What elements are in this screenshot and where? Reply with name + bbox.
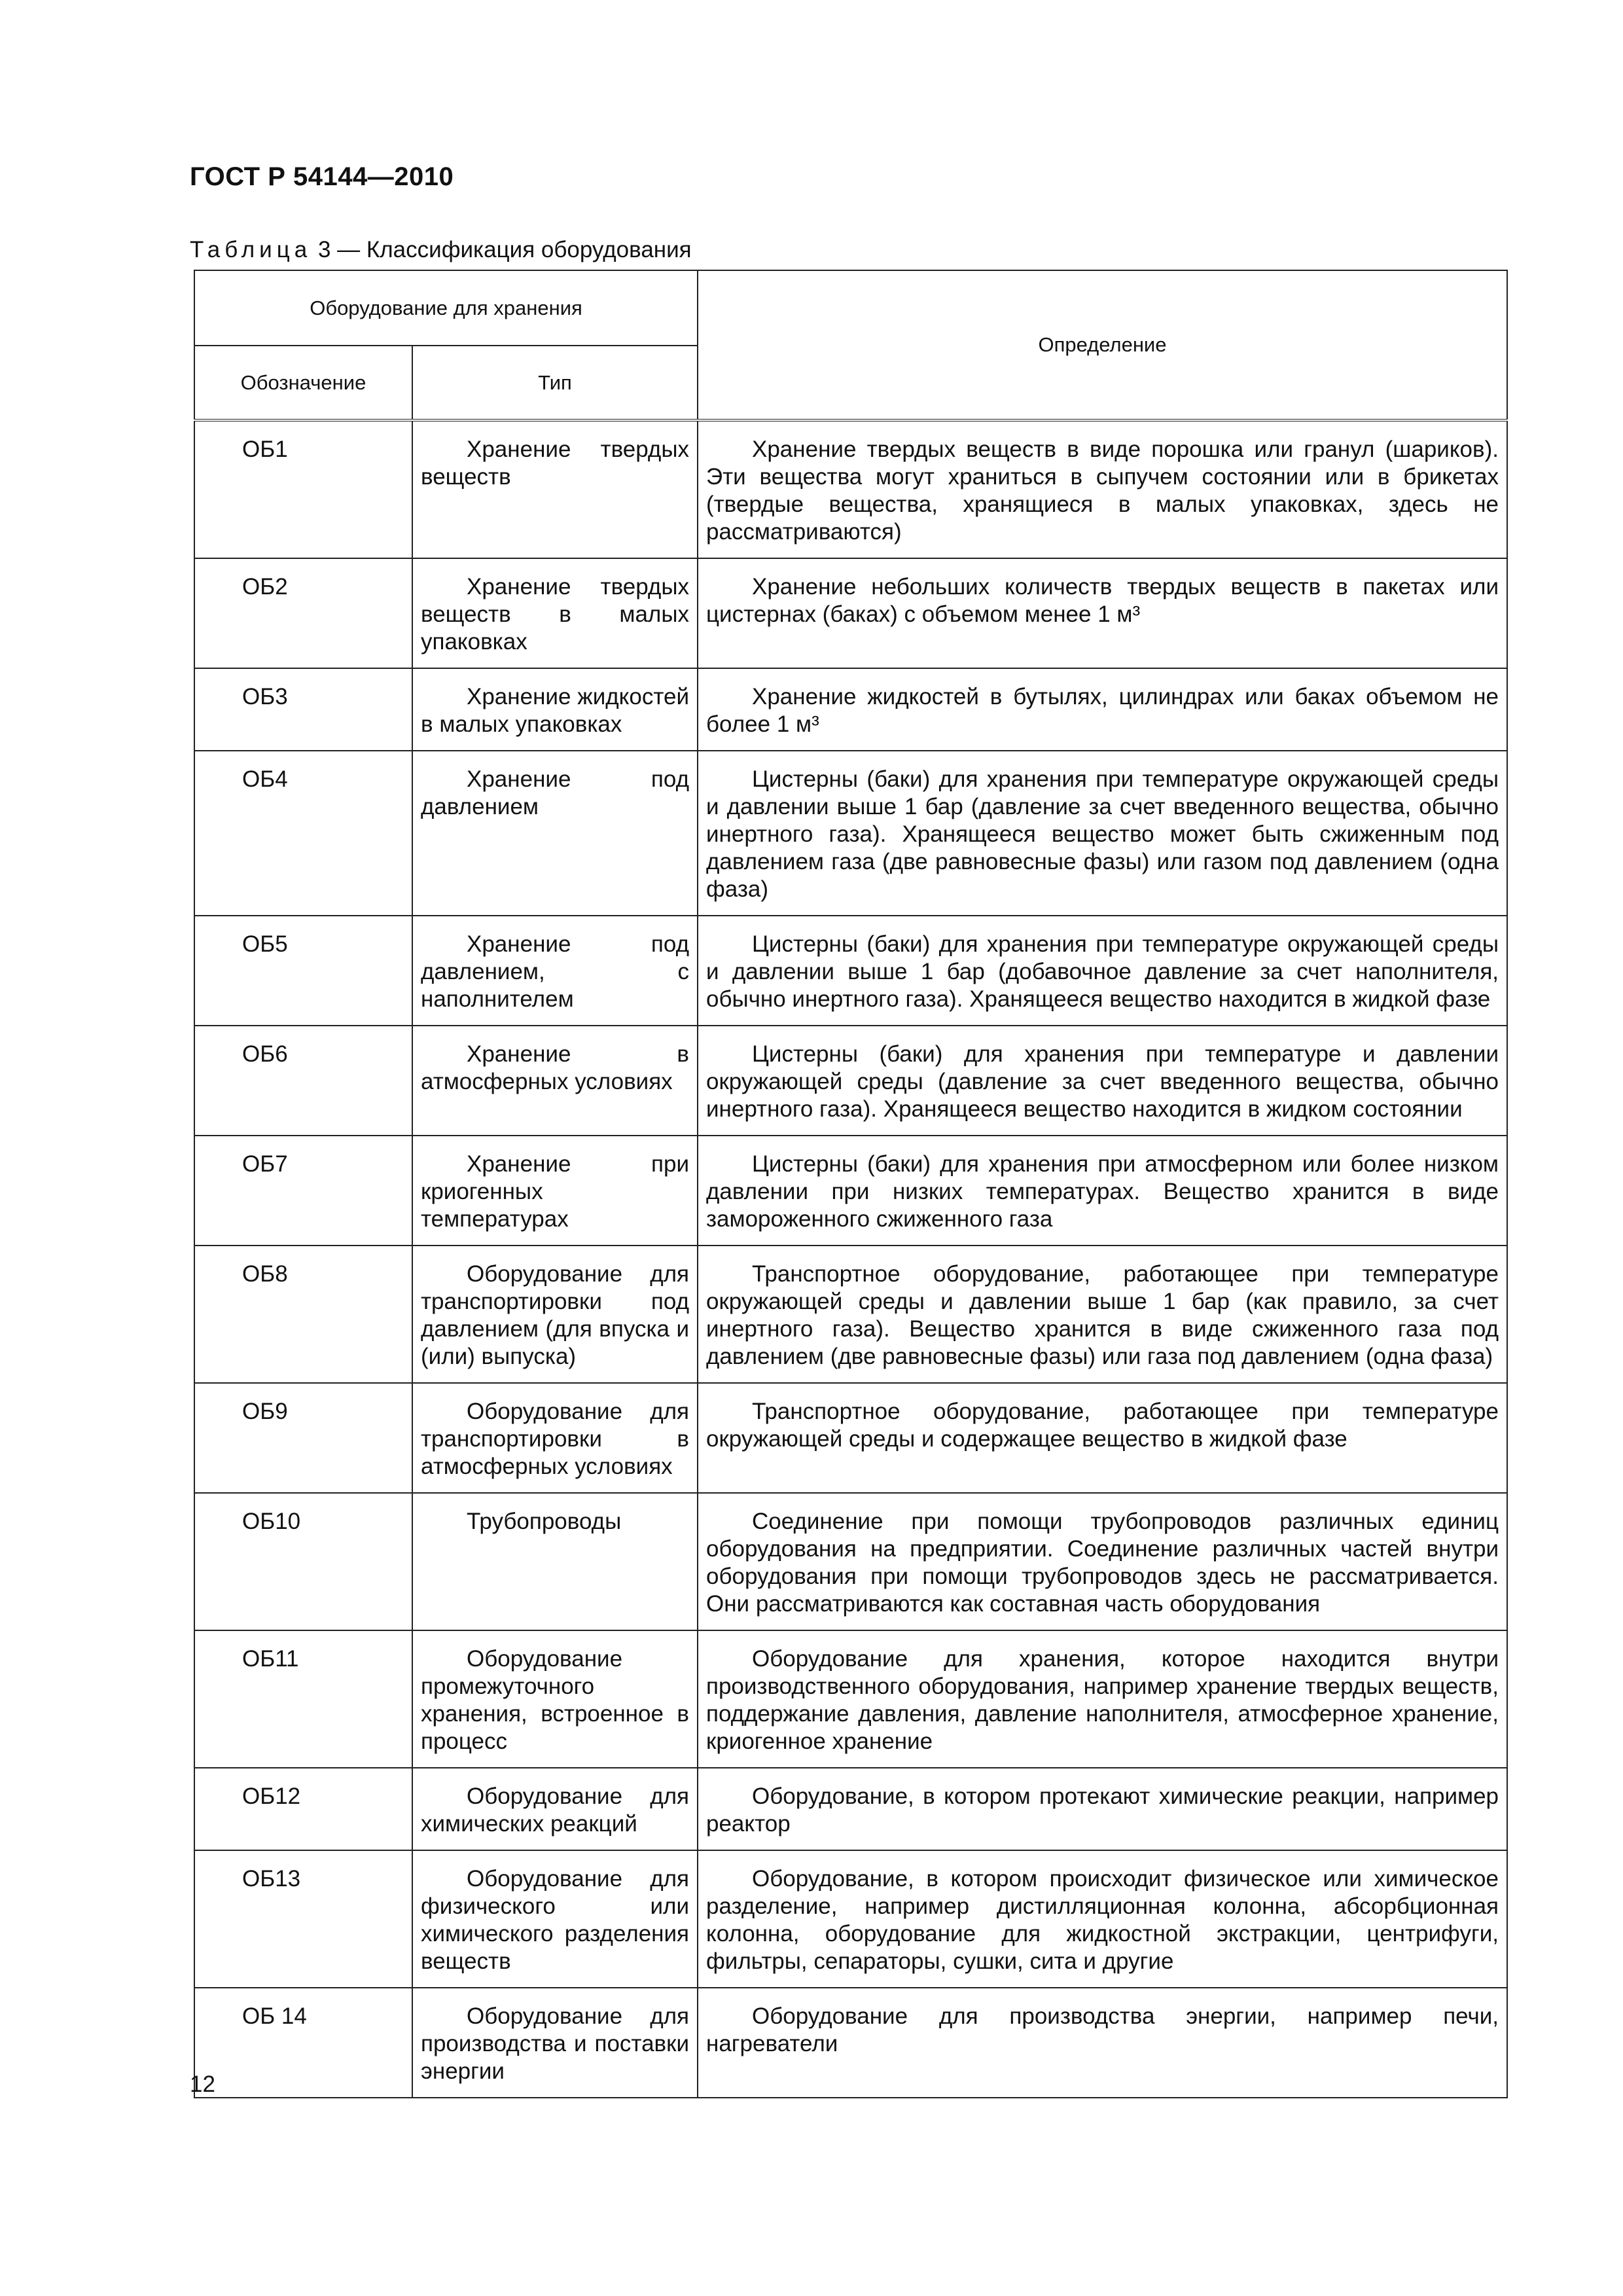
cell-type: Оборудование промежуточного хранения, встроенное в процесс bbox=[412, 1630, 698, 1768]
cell-definition: Транспортное оборудование, работающее при температуре окружающей среды и давлении выше 1 бар (как правило, за счет инертного газа). Вещество хранится в виде сжиженного газа под давлением (две равновесные фазы) или газа под давлением (одна фаза) bbox=[698, 1246, 1507, 1383]
cell-definition: Хранение жидкостей в бутылях, цилиндрах или баках объемом не более 1 м³ bbox=[698, 668, 1507, 751]
table-caption-text: 3 — Классификация оборудования bbox=[312, 237, 692, 262]
cell-code: ОБ7 bbox=[194, 1136, 412, 1246]
cell-definition: Транспортное оборудование, работающее при температуре окружающей среды и содержащее вещество в жидкой фазе bbox=[698, 1383, 1507, 1493]
cell-type: Хранение жидкостей в малых упаковках bbox=[412, 668, 698, 751]
page-number: 12 bbox=[190, 2072, 215, 2097]
equipment-classification-table bbox=[194, 270, 1508, 2098]
cell-code: ОБ11 bbox=[194, 1630, 412, 1768]
cell-code: ОБ8 bbox=[194, 1246, 412, 1383]
table-row bbox=[194, 1768, 1507, 1850]
table-row bbox=[194, 1026, 1507, 1136]
document-id: ГОСТ Р 54144—2010 bbox=[190, 162, 454, 191]
cell-type: Хранение твердых веществ в малых упаковках bbox=[412, 558, 698, 668]
cell-type: Хранение твердых веществ bbox=[412, 420, 698, 558]
cell-code: ОБ9 bbox=[194, 1383, 412, 1493]
table-caption-label: Таблица bbox=[190, 237, 312, 262]
cell-type: Оборудование для производства и поставки энергии bbox=[412, 1988, 698, 2098]
table-row bbox=[194, 1493, 1507, 1630]
table-row bbox=[194, 1246, 1507, 1383]
table-row bbox=[194, 420, 1507, 558]
cell-code: ОБ2 bbox=[194, 558, 412, 668]
table-row bbox=[194, 1988, 1507, 2098]
header-type: Тип bbox=[412, 346, 698, 420]
table-row bbox=[194, 558, 1507, 668]
table-row bbox=[194, 668, 1507, 751]
cell-definition: Оборудование для хранения, которое находится внутри производственного оборудования, например хранение твердых веществ, поддержание давления, давление наполнителя, атмосферное хранение, криогенное хранение bbox=[698, 1630, 1507, 1768]
cell-definition: Хранение твердых веществ в виде порошка или гранул (шариков). Эти вещества могут храниться в сыпучем состоянии или в брикетах (твердые вещества, хранящиеся в малых упаковках, здесь не рассматриваются) bbox=[698, 420, 1507, 558]
table-body bbox=[194, 420, 1507, 2098]
header-code: Обозначение bbox=[194, 346, 412, 420]
cell-code: ОБ 14 bbox=[194, 1988, 412, 2098]
cell-definition: Хранение небольших количеств твердых веществ в пакетах или цистернах (баках) с объемом менее 1 м³ bbox=[698, 558, 1507, 668]
header-definition: Определение bbox=[698, 270, 1507, 420]
cell-type: Хранение при криогенных температурах bbox=[412, 1136, 698, 1246]
cell-definition: Оборудование, в котором протекают химические реакции, например реактор bbox=[698, 1768, 1507, 1850]
cell-definition: Цистерны (баки) для хранения при температуре окружающей среды и давлении выше 1 бар (давление за счет введенного вещества, обычно инертного газа). Хранящееся вещество может быть сжиженным под давлением газа (две равновесные фазы) или газом под давлением (одна фаза) bbox=[698, 751, 1507, 916]
cell-type: Оборудование для химических реакций bbox=[412, 1768, 698, 1850]
table-row bbox=[194, 1383, 1507, 1493]
cell-code: ОБ5 bbox=[194, 916, 412, 1026]
cell-definition: Цистерны (баки) для хранения при атмосферном или более низком давлении при низких температурах. Вещество хранится в виде замороженного сжиженного газа bbox=[698, 1136, 1507, 1246]
table-row bbox=[194, 1136, 1507, 1246]
cell-code: ОБ13 bbox=[194, 1850, 412, 1988]
cell-type: Хранение под давлением bbox=[412, 751, 698, 916]
cell-definition: Цистерны (баки) для хранения при температуре окружающей среды и давлении выше 1 бар (добавочное давление за счет наполнителя, обычно инертного газа). Хранящееся вещество находится в жидкой фазе bbox=[698, 916, 1507, 1026]
cell-type: Хранение под давлением, с наполнителем bbox=[412, 916, 698, 1026]
cell-type: Хранение в атмосферных условиях bbox=[412, 1026, 698, 1136]
header-storage-equipment: Оборудование для хранения bbox=[194, 270, 698, 346]
cell-type: Трубопроводы bbox=[412, 1493, 698, 1630]
cell-definition: Соединение при помощи трубопроводов различных единиц оборудования на предприятии. Соединение различных частей внутри оборудования при помощи трубопроводов здесь не рассматривается. Они рассматриваются как составная часть оборудования bbox=[698, 1493, 1507, 1630]
cell-definition: Оборудование для производства энергии, например печи, нагреватели bbox=[698, 1988, 1507, 2098]
table-row bbox=[194, 1850, 1507, 1988]
cell-type: Оборудование для транспортировки в атмосферных условиях bbox=[412, 1383, 698, 1493]
cell-code: ОБ6 bbox=[194, 1026, 412, 1136]
table-row bbox=[194, 916, 1507, 1026]
table-header bbox=[194, 270, 1507, 420]
cell-type: Оборудование для транспортировки под давлением (для впуска и (или) выпуска) bbox=[412, 1246, 698, 1383]
cell-code: ОБ10 bbox=[194, 1493, 412, 1630]
cell-definition: Цистерны (баки) для хранения при температуре и давлении окружающей среды (давление за счет введенного вещества, обычно инертного газа). Хранящееся вещество находится в жидком состоянии bbox=[698, 1026, 1507, 1136]
cell-code: ОБ4 bbox=[194, 751, 412, 916]
cell-code: ОБ12 bbox=[194, 1768, 412, 1850]
cell-code: ОБ3 bbox=[194, 668, 412, 751]
cell-type: Оборудование для физического или химического разделения веществ bbox=[412, 1850, 698, 1988]
cell-code: ОБ1 bbox=[194, 420, 412, 558]
table-row bbox=[194, 1630, 1507, 1768]
table-row bbox=[194, 751, 1507, 916]
table-caption bbox=[190, 237, 692, 263]
cell-definition: Оборудование, в котором происходит физическое или химическое разделение, например дистилляционная колонна, абсорбционная колонна, оборудование для жидкостной экстракции, центрифуги, фильтры, сепараторы, сушки, сита и другие bbox=[698, 1850, 1507, 1988]
